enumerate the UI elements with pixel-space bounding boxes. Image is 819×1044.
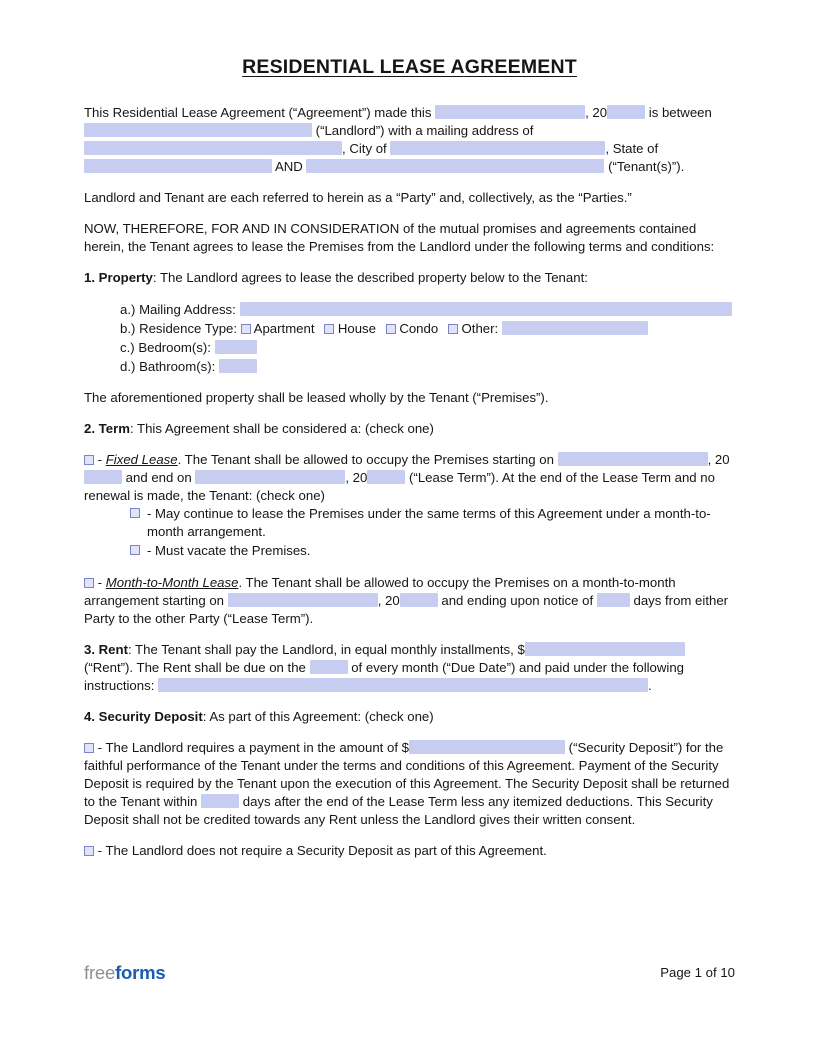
brand-forms-text: forms [115, 962, 166, 983]
text-segment: : This Agreement shall be considered a: (check one) [129, 421, 434, 436]
bedrooms-blank-field[interactable] [215, 340, 257, 354]
list-item-bedrooms [84, 338, 735, 357]
no-deposit-paragraph [84, 842, 735, 860]
condo-checkbox[interactable] [386, 324, 396, 334]
state-blank-field[interactable] [84, 159, 272, 173]
continue-lease-checkbox[interactable] [130, 508, 140, 518]
option-label: Condo [399, 321, 439, 336]
option-label: Apartment [253, 321, 315, 336]
vacate-premises-checkbox[interactable] [130, 545, 140, 555]
section-number-title: 2. Term [84, 421, 130, 436]
text-segment: and ending upon notice of [441, 593, 594, 608]
house-checkbox[interactable] [324, 324, 334, 334]
landlord-address-blank-field[interactable] [84, 141, 342, 155]
text-segment: . The Tenant shall be allowed to occupy the Premises starting on [177, 452, 554, 467]
option-label: Other: [461, 321, 499, 336]
text-segment: : The Tenant shall pay the Landlord, in equal monthly installments, $ [127, 642, 525, 657]
text-segment: (“Tenant(s)”). [608, 159, 685, 174]
notice-days-blank-field[interactable] [597, 593, 630, 607]
no-deposit-checkbox[interactable] [84, 846, 94, 856]
fixed-lease-paragraph [84, 451, 735, 505]
tenant-name-blank-field[interactable] [306, 159, 604, 173]
m2m-start-date-blank-field[interactable] [228, 593, 378, 607]
page-footer [84, 962, 735, 984]
fixed-start-date-blank-field[interactable] [558, 452, 708, 466]
text-segment: days after the end of the Lease Term less any itemized deductions. This Security Deposit shall not be credited towards any Rent unless the Landlord gives their written consent. [84, 794, 713, 827]
text-segment: of every month (“Due Date”) and paid under the following instructions: [84, 660, 685, 693]
mailing-address-blank-field[interactable] [240, 302, 732, 316]
brand-free-text: free [84, 962, 116, 983]
fixed-end-year-blank-field[interactable] [367, 470, 405, 484]
list-item-bathrooms [84, 357, 735, 376]
m2m-start-year-blank-field[interactable] [400, 593, 438, 607]
list-item-mailing-address [84, 300, 735, 319]
parties-paragraph: Landlord and Tenant are each referred to herein as a “Party” and, collectively, as the “Parties.” [84, 190, 632, 205]
fixed-lease-options [84, 505, 735, 560]
text-segment: . [648, 678, 652, 693]
payment-instructions-blank-field[interactable] [158, 678, 648, 692]
item-label: b.) [120, 321, 136, 336]
text-segment: Residence Type: [139, 321, 238, 336]
option-text: - Must vacate the Premises. [147, 543, 311, 558]
option-label: House [337, 321, 376, 336]
section-number-title: 3. Rent [84, 642, 128, 657]
agreement-day-blank-field[interactable] [435, 105, 585, 119]
item-label: a.) [120, 302, 136, 317]
text-segment: is between [648, 105, 712, 120]
other-checkbox[interactable] [448, 324, 458, 334]
text-segment: , 20 [585, 105, 608, 120]
lease-type-name: Month-to-Month Lease [105, 575, 239, 590]
bathrooms-blank-field[interactable] [219, 359, 257, 373]
property-list [84, 300, 735, 376]
consideration-paragraph: NOW, THEREFORE, FOR AND IN CONSIDERATION of the mutual promises and agreements contained herein, the Tenant agrees to lease the Premises from the Landlord under the following terms and conditions: [84, 221, 715, 254]
term-section-heading [84, 420, 735, 438]
other-residence-blank-field[interactable] [502, 321, 648, 335]
text-segment: (“Security Deposit”) for the faithful performance of the Tenant under the terms and conditions of this Agreement. Payment of the Security Deposit is required by the Tenant upon the execution of this Agreement. The Security Deposit shall be returned to the Tenant within [84, 740, 730, 809]
deposit-required-checkbox[interactable] [84, 743, 94, 753]
text-segment: - The Landlord requires a payment in the amount of $ [97, 740, 409, 755]
month-to-month-paragraph [84, 574, 735, 628]
rent-paragraph [84, 641, 735, 695]
option-must-vacate [84, 542, 735, 560]
text-segment: , 20 [377, 593, 400, 608]
text-segment: Bedroom(s): [138, 340, 211, 355]
month-to-month-checkbox[interactable] [84, 578, 94, 588]
text-segment: - [97, 452, 103, 467]
fixed-lease-checkbox[interactable] [84, 455, 94, 465]
text-segment: days from either Party to the other Party (“Lease Term”). [84, 593, 729, 626]
section-number-title: 4. Security Deposit [84, 709, 203, 724]
deposit-required-paragraph [84, 739, 735, 829]
text-segment: , State of [605, 141, 659, 156]
list-item-residence-type [84, 319, 735, 338]
deposit-amount-blank-field[interactable] [409, 740, 565, 754]
intro-paragraph [84, 104, 735, 176]
text-segment: - [97, 575, 103, 590]
landlord-name-blank-field[interactable] [84, 123, 312, 137]
text-segment: , 20 [345, 470, 368, 485]
text-segment: (“Rent”). The Rent shall be due on the [84, 660, 306, 675]
text-segment: and end on [125, 470, 192, 485]
premises-paragraph: The aforementioned property shall be leased wholly by the Tenant (“Premises”). [84, 390, 549, 405]
city-blank-field[interactable] [390, 141, 605, 155]
text-segment: (“Lease Term”). At the end of the Lease Term and no renewal is made, the Tenant: (check one) [84, 470, 715, 503]
section-number-title: 1. Property [84, 270, 153, 285]
option-continue-month-to-month [84, 505, 735, 541]
text-segment: , City of [342, 141, 387, 156]
text-segment: - The Landlord does not require a Security Deposit as part of this Agreement. [97, 843, 547, 858]
freeforms-logo [84, 962, 166, 984]
option-text: - May continue to lease the Premises under the same terms of this Agreement under a month-to-month arrangement. [147, 506, 711, 539]
rent-amount-blank-field[interactable] [525, 642, 685, 656]
property-section-heading [84, 269, 735, 287]
deposit-section-heading [84, 708, 735, 726]
page-title: RESIDENTIAL LEASE AGREEMENT [242, 56, 577, 78]
fixed-end-date-blank-field[interactable] [195, 470, 345, 484]
text-segment: : As part of this Agreement: (check one) [202, 709, 434, 724]
agreement-year-blank-field[interactable] [607, 105, 645, 119]
apartment-checkbox[interactable] [241, 324, 251, 334]
text-segment: , 20 [707, 452, 730, 467]
text-segment: This Residential Lease Agreement (“Agreement”) made this [84, 105, 432, 120]
text-segment: (“Landlord”) with a mailing address of [315, 123, 534, 138]
text-segment: AND [274, 159, 303, 174]
deposit-return-days-blank-field[interactable] [201, 794, 239, 808]
fixed-start-year-blank-field[interactable] [84, 470, 122, 484]
text-segment: Bathroom(s): [139, 359, 216, 374]
text-segment: Mailing Address: [139, 302, 236, 317]
lease-type-name: Fixed Lease [105, 452, 178, 467]
text-segment: . The Tenant shall be allowed to occupy the Premises on a month-to-month arrangement starting on [84, 575, 676, 608]
text-segment: : The Landlord agrees to lease the described property below to the Tenant: [152, 270, 588, 285]
due-day-blank-field[interactable] [310, 660, 348, 674]
item-label: c.) [120, 340, 135, 355]
item-label: d.) [120, 359, 136, 374]
page-number: Page 1 of 10 [660, 965, 735, 980]
